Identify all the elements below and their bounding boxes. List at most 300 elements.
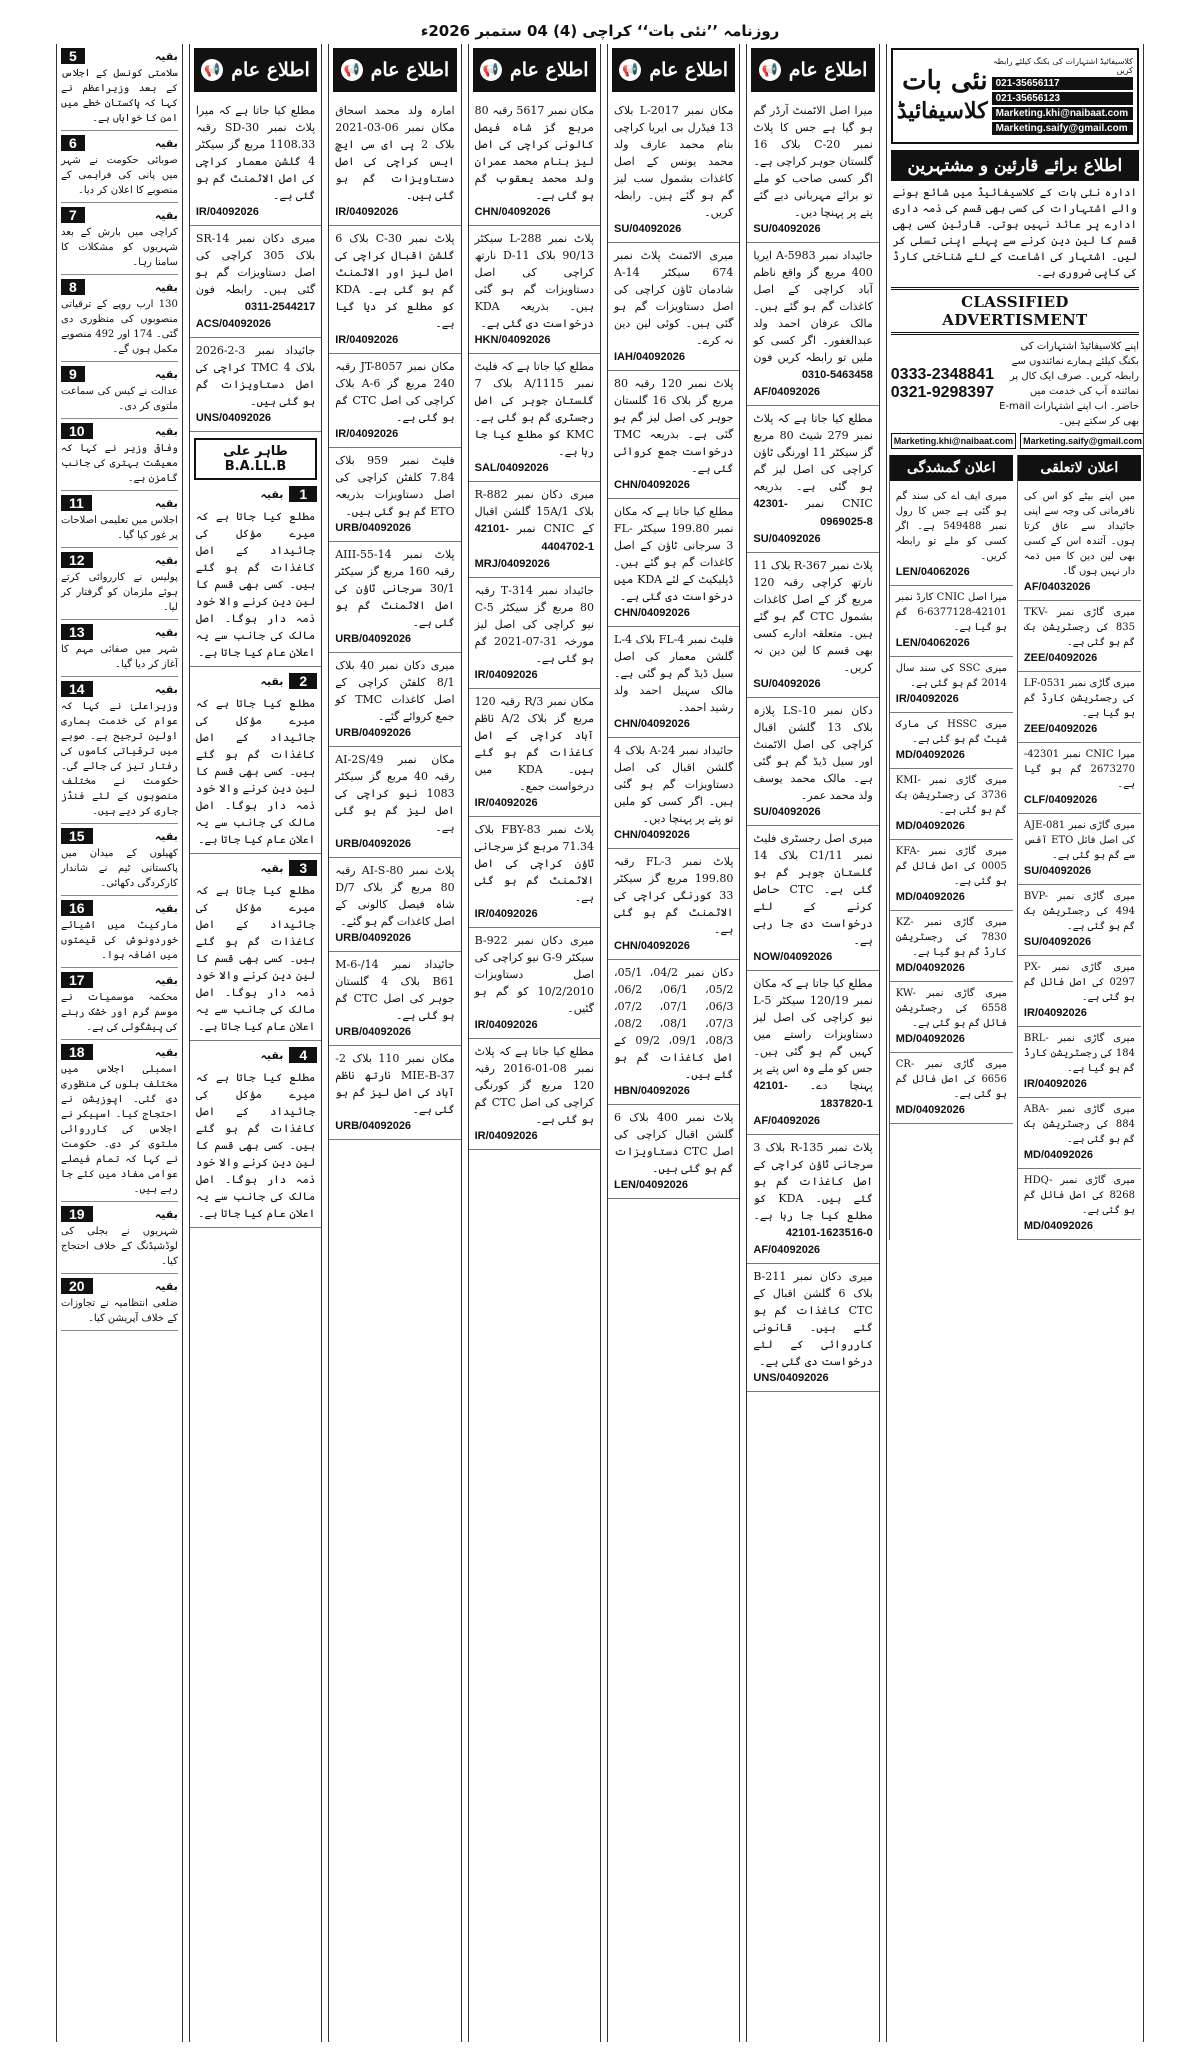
continuation-number: 19 [61, 1206, 93, 1222]
continuation-text: ضلعی انتظامیہ نے تجاوزات کے خلاف آپریشن کیا۔ [61, 1294, 178, 1331]
lawyer-signature: طاہر علی B.A.LL.B [194, 438, 317, 480]
classified-ad [608, 849, 739, 960]
brand-phone-1[interactable]: 021-35656117 [992, 77, 1133, 90]
ad-text [475, 230, 594, 332]
disown-heading: اعلان لاتعلقی [1018, 455, 1141, 481]
continuation-number: 14 [61, 681, 93, 697]
continuation-item [61, 900, 178, 968]
notice-column-3 [468, 44, 601, 2042]
ad-code: AF/04092026 [753, 386, 821, 398]
continuation-header [61, 207, 178, 223]
ad-body-text: جائیداد نمبر 314-T رقبہ 80 مربع گز سیکٹر 5-C نیو کراچی کی اصل لیز مورخہ 31-07-2021 گم ہو گئی ہے۔ [474, 584, 594, 665]
ad-code: SU/04092026 [1023, 936, 1092, 948]
booking-numbers [891, 339, 994, 429]
ad-code: URB/04092026 [335, 522, 412, 534]
classified-ad [1018, 814, 1141, 885]
classified-ad [890, 982, 1013, 1053]
continuation-number: 6 [61, 135, 85, 151]
classified-ad [747, 1264, 878, 1392]
ad-phone[interactable]: 42301-0969025-8 [753, 498, 873, 528]
ad-text [753, 1139, 872, 1242]
classified-ad [1018, 743, 1141, 814]
classified-ad [190, 98, 321, 226]
continuation-item [61, 624, 178, 677]
continuation-header [61, 495, 178, 511]
ad-text [335, 452, 454, 520]
continuation-header [61, 279, 178, 295]
ad-text [753, 1268, 872, 1370]
numbered-block [190, 1047, 321, 1228]
ad-code: IR/04092026 [1023, 1007, 1087, 1019]
ad-code: URB/04092026 [335, 633, 412, 645]
classified-ad [469, 578, 600, 689]
ad-code: IR/04092026 [1023, 1078, 1087, 1090]
continuation-list [57, 48, 182, 1331]
ad-body-text: میں اپنے بیٹے کو اس کی نافرمانی کی وجہ سے اپنی جائیداد سے عاق کرتا ہوں۔ آئندہ اس کے کسی بھی لین دین کا میں ذمہ دار نہیں ہوں گا۔ [1023, 491, 1135, 577]
booking-phones [891, 339, 1139, 429]
ad-code: CHN/04092026 [614, 940, 690, 952]
ad-body-text: پلاٹ نمبر 120 رقبہ 80 مربع گز بلاک 16 گلستان جوہر کی اصل لیز گم ہو گئی ہے۔ بذریعہ TMC درخواست جمع کروائی گئی ہے۔ [614, 377, 734, 475]
ad-text [335, 956, 454, 1024]
ad-body-text: میری گاڑی نمبر KMI-3736 کی رجسٹریشن بک گم ہو گئی ہے۔ [895, 775, 1007, 816]
classified-ad [329, 98, 460, 226]
classified-ad [747, 698, 878, 826]
ad-body-text: دکان نمبر 04/2، 05/1، 05/2، 06/1، 06/2، 06/3، 07/1، 07/2، 07/3، 08/1، 08/2، 08/3، 09/1، 09/2 کے اصل کاغذات گم ہو گئے ہیں۔ [614, 966, 734, 1081]
ad-body-text: مطلع کیا جاتا ہے کہ پلاٹ نمبر 279 شیٹ 80 مربع گز سیکٹر 11 اورنگی ٹاؤن کراچی کی اصل لیز گم ہو گئی ہے۔ بذریعہ CNIC نمبر [753, 412, 873, 510]
classified-ad [747, 971, 878, 1135]
classified-ad [469, 354, 600, 482]
continuation-item [61, 828, 178, 896]
brand-box [891, 48, 1139, 144]
continuation-header [61, 366, 178, 382]
ad-body-text: میری گاڑی نمبر CR-6656 کی اصل فائل گم ہو گئی ہے۔ [895, 1059, 1007, 1100]
ad-code: CHN/04092026 [614, 718, 690, 730]
ad-body-text: پلاٹ نمبر FL-3 رقبہ 199.80 مربع گز سیکٹر 33 کورنگی کراچی کی الاٹمنٹ گم ہو گئی ہے۔ [614, 855, 734, 936]
classified-ad [1018, 1027, 1141, 1098]
ad-code: CHN/04092026 [474, 206, 551, 218]
continuation-header [61, 681, 178, 697]
continuation-text: 130 ارب روپے کے ترقیاتی منصوبوں کی منظوری دی گئی۔ 174 اور 492 منصوبے مکمل ہوں گے۔ [61, 295, 178, 362]
ad-code: LEN/04092026 [614, 1179, 688, 1191]
classified-ad [469, 689, 600, 817]
numbered-text [190, 691, 321, 854]
ad-code: CLF/04092026 [1023, 794, 1098, 806]
continuation-header [61, 900, 178, 916]
ad-code: MD/04092026 [895, 820, 965, 832]
continuation-label: بقیہ [154, 424, 178, 438]
ad-phone[interactable]: 0311-2544217 [244, 301, 316, 313]
numbered-text [190, 878, 321, 1041]
numbered-block [190, 486, 321, 667]
continuation-number: 11 [61, 495, 92, 511]
email-saify[interactable]: Marketing.saify@gmail.com [1020, 433, 1144, 449]
ad-body-text: میرا CNIC نمبر 42301-2673270 گم ہو گیا ہے۔ [1023, 749, 1135, 790]
classified-ad [329, 653, 460, 747]
ad-text [614, 375, 733, 477]
ad-text [475, 932, 594, 1017]
ad-text [753, 247, 872, 384]
ad-phone[interactable]: 0310-5463458 [801, 369, 873, 381]
classified-ad [190, 226, 321, 338]
ad-text [896, 489, 1007, 564]
ad-text [335, 546, 454, 631]
booking-phone-a[interactable]: 0333-2348841 [890, 366, 994, 383]
brand-contacts [992, 57, 1133, 135]
ad-body-text: فلیٹ نمبر 959 بلاک 7.84 کلفٹن کراچی کی اصل دستاویزات بذریعہ ETO گم ہو گئی ہیں۔ [335, 454, 455, 518]
column-header [333, 48, 456, 92]
booking-text: اپنے کلاسیفائیڈ اشتہارات کی بکنگ کیلئے ہمارے نمائندوں سے رابطہ کریں۔ صرف ایک کال پر نمائندہ آپ کی خدمت میں حاضر۔ اب اپنے اشتہارات E-mail بھی کر سکتے ہیں۔ [999, 341, 1139, 427]
continuation-number: 8 [61, 279, 85, 295]
ad-body-text: دکان نمبر LS-10 پلازہ بلاک 13 گلشن اقبال کراچی کی اصل الاٹمنٹ اور سیل ڈیڈ گم ہو گئی ہے۔ مالک محمد یوسف ولد محمد عمر۔ [753, 704, 873, 802]
ad-text [896, 1057, 1007, 1102]
ad-code: HBN/04092026 [614, 1085, 690, 1097]
ad-text [1024, 818, 1135, 863]
ad-body-text: میری SSC کی سند سال 2014 گم ہو گئی ہے۔ [895, 663, 1007, 689]
classified-ad [469, 226, 600, 354]
continuation-text: اجلاس میں تعلیمی اصلاحات پر غور کیا گیا۔ [61, 511, 178, 548]
continuation-number: 7 [61, 207, 85, 223]
continuation-header [61, 552, 178, 568]
ad-code: IR/04092026 [474, 1130, 538, 1142]
continuation-text: مارکیٹ میں اشیائے خوردونوش کی قیمتوں میں اضافہ ہوا۔ [61, 916, 178, 968]
ad-code: MD/04092026 [1023, 1220, 1093, 1232]
ad-body-text: مطلع کیا جاتا ہے کہ پلاٹ نمبر 08-01-2016 رقبہ 120 مربع گز کورنگی کراچی کی اصل CTC گم ہو گئی ہے۔ [474, 1045, 594, 1126]
ad-text [475, 102, 594, 204]
classified-ad [1018, 1098, 1141, 1169]
continuation-item [61, 552, 178, 620]
ad-text [753, 830, 872, 949]
email-khi[interactable]: Marketing.khi@naibaat.com [891, 433, 1016, 449]
classified-ad [890, 769, 1013, 840]
ad-text [475, 821, 594, 906]
ad-body-text: مکان نمبر L-2017 بلاک 13 فیڈرل بی ایریا کراچی بنام محمد عارف ولد محمد یونس کے اصل کاغذات بشمول سب لیز گم ہو گئے ہیں۔ رابطہ کریں۔ [614, 104, 734, 219]
ad-body-text: پلاٹ نمبر AI-S-80 رقبہ 80 مربع گز بلاک D/7 شاہ فیصل کالونی کے اصل کاغذات گم ہو گئے۔ [335, 864, 455, 928]
ad-code: UNS/04092026 [753, 1372, 829, 1384]
ad-text [753, 410, 872, 531]
brand-email-2[interactable]: Marketing.saify@gmail.com [992, 122, 1133, 135]
continuation-text: شہر میں صفائی مہم کا آغاز کر دیا گیا۔ [61, 640, 178, 677]
ad-code: IAH/04092026 [614, 351, 685, 363]
classified-ad [469, 98, 600, 226]
continuation-label: بقیہ [154, 1207, 178, 1221]
continuation-item [61, 207, 178, 275]
ad-body-text: جائیداد نمبر 5983-A ایریا 400 مربع گز واقع ناظم آباد کراچی کے اصل کاغذات گم ہو گئے ہیں۔ مالک عرفان احمد ولد عبدالغفور۔ اگر کسی کو ملیں تو رابطہ کریں فون [753, 249, 873, 364]
ad-body-text: میری ایف اے کی سند گم ہو گئی ہے جس کا رول نمبر 549488 ہے۔ اگر کسی کو ملے تو رابطہ کریں۔ [895, 491, 1007, 562]
ad-code: IR/04092026 [335, 206, 399, 218]
ad-code: URB/04092026 [335, 838, 412, 850]
classified-ad [1018, 485, 1141, 601]
ad-body-text: مطلع کیا جاتا ہے کہ مکان نمبر 120/19 سیکٹر 5-L نیو کراچی کی اصل لیز دستاویزات راستے میں کہیں گم ہو گئی ہیں۔ جس کو ملے وہ اس پتے پر پہنچا دے۔ [753, 977, 873, 1092]
continuation-label: بقیہ [154, 136, 178, 150]
block-label: بقیہ [260, 487, 284, 501]
classified-banner: CLASSIFIED ADVERTISMENT [891, 287, 1139, 335]
ad-text [1024, 747, 1135, 792]
ad-list [469, 98, 600, 1150]
classified-ad [890, 485, 1013, 586]
ad-phone[interactable]: 42101-4404702-1 [474, 523, 594, 553]
ad-body-text: پلاٹ نمبر R-367 بلاک 11 نارتھ کراچی رقبہ 120 مربع گز کے اصل کاغذات بشمول CTC گم ہو گئے ہیں۔ متعلقہ ادارے کسی بھی قسم کا لین دین نہ کریں۔ [753, 559, 873, 674]
ad-text [335, 102, 454, 204]
continuation-item [61, 1278, 178, 1331]
ad-body-text: میری الاٹمنٹ پلاٹ نمبر 674 سیکٹر 14-A شادمان ٹاؤن کراچی کی اصل دستاویزات گم ہو گئی ہیں۔ کوئی لین دین نہ کرے۔ [614, 249, 734, 347]
continuation-label: بقیہ [154, 682, 178, 696]
ad-body-text: مطلع کیا جاتا ہے کہ میرا پلاٹ نمبر SD-30 رقبہ 1108.33 مربع گز سیکٹر 4 گلشن معمار کراچی کی اصل الاٹمنٹ گم ہو گئی ہے۔ [195, 104, 316, 202]
continuation-number: 20 [61, 1278, 93, 1294]
continuation-item [61, 1206, 178, 1274]
continuation-header [61, 423, 178, 439]
ad-text [753, 975, 872, 1113]
classified-ad [890, 840, 1013, 911]
ad-code: MD/04092026 [895, 1104, 965, 1116]
ad-code: CHN/04092026 [614, 479, 690, 491]
ad-text [614, 102, 733, 221]
classified-ad [1018, 956, 1141, 1027]
ad-text [475, 358, 594, 460]
ad-text [335, 657, 454, 725]
continuation-label: بقیہ [154, 496, 178, 510]
ad-body-text: پلاٹ نمبر R-135 بلاک 3 سرجانی ٹاؤن کراچی کے اصل کاغذات گم ہو گئے ہیں۔ KDA کو مطلع کیا جا رہا ہے۔ [753, 1141, 873, 1222]
ad-body-text: جائیداد نمبر 3-2-2026 بلاک 4 TMC کراچی کی اصل دستاویزات گم ہو گئی ہیں۔ [195, 344, 316, 408]
ad-list [329, 98, 460, 1140]
continuation-label: بقیہ [154, 625, 178, 639]
ad-body-text: پلاٹ نمبر FBY-83 بلاک 71.34 مربع گز سرجانی ٹاؤن کراچی کی اصل الاٹمنٹ گم ہو گئی ہے۔ [474, 823, 594, 904]
ad-text [335, 862, 454, 930]
ad-body-text: پلاٹ نمبر AIII-55-14 رقبہ 160 مربع گز سیکٹر 30/1 سرجانی ٹاؤن کی اصل الاٹمنٹ گم ہو گئی ہے۔ [335, 548, 455, 629]
continuation-label: بقیہ [154, 553, 178, 567]
ad-list [608, 98, 739, 1199]
continuation-item [61, 48, 178, 131]
continuation-label: بقیہ [154, 49, 178, 63]
ad-body-text: میری HSSC کی مارک شیٹ گم ہو گئی ہے۔ [895, 719, 1007, 745]
ad-text [896, 844, 1007, 889]
ad-body-text: میری گاڑی نمبر BRL-184 کی رجسٹریشن کارڈ گم ہو گیا ہے۔ [1023, 1033, 1135, 1074]
ad-code: MD/04092026 [895, 1033, 965, 1045]
ad-code: CHN/04092026 [614, 829, 690, 841]
ad-text [614, 631, 733, 716]
classified-ad [329, 542, 460, 653]
ad-body-text: میری دکان نمبر SR-14 بلاک 305 کراچی کی اصل دستاویزات گم ہو گئی ہیں۔ رابطہ فون [195, 232, 316, 296]
continuation-text: شہریوں نے بجلی کی لوڈشیڈنگ کے خلاف احتجاج کیا۔ [61, 1222, 178, 1274]
continuation-header [61, 1206, 178, 1222]
ad-text [1024, 489, 1135, 579]
ad-list [190, 98, 321, 432]
continuation-text: کراچی میں بارش کے بعد شہریوں کو مشکلات کا سامنا رہا۔ [61, 223, 178, 275]
column-header [473, 48, 596, 92]
ad-code: SU/04092026 [753, 223, 821, 235]
continuation-text: اسمبلی اجلاس میں مختلف بلوں کی منظوری دی گئی۔ اپوزیشن نے احتجاج کیا۔ اسپیکر نے اجلاس کی کارروائی ملتوی کر دی۔ حکومت نے کہا کہ تمام فیصلے عوامی مفاد میں کئے جا رہے ہیں۔ [61, 1060, 178, 1202]
classified-ad [890, 1053, 1013, 1124]
ad-code: IR/04092026 [474, 797, 538, 809]
continuation-header [61, 135, 178, 151]
continuation-text: کھیلوں کے میدان میں پاکستانی ٹیم نے شاندار کارکردگی دکھائی۔ [61, 844, 178, 896]
continuation-header [61, 1278, 178, 1294]
ad-body-text: جائیداد نمبر 24-A بلاک 4 گلشن اقبال کی اصل دستاویزات گم ہو گئی ہیں۔ اگر کسی کو ملیں تو پتے پر پہنچا دیں۔ [614, 744, 734, 825]
column-header-title: اطلاع عام [649, 59, 728, 81]
ad-code: MD/04092026 [895, 749, 965, 761]
classified-ad [747, 1135, 878, 1264]
ad-text [1024, 1102, 1135, 1147]
ad-body-text: میری گاڑی نمبر AJE-081 کی اصل فائل ETO آفس سے گم ہو گئی ہے۔ [1023, 820, 1135, 861]
continuation-label: بقیہ [154, 901, 178, 915]
continuation-text: وفاقی وزیر نے کہا کہ معیشت بہتری کی جانب گامزن ہے۔ [61, 439, 178, 491]
continuation-item [61, 135, 178, 203]
continuation-text: صوبائی حکومت نے شہر میں پانی کی فراہمی کے منصوبے کا اعلان کر دیا۔ [61, 151, 178, 203]
ad-code: IR/04092026 [474, 1019, 538, 1031]
column-header-title: اطلاع عام [510, 59, 589, 81]
ad-text [475, 1043, 594, 1128]
ad-phone[interactable]: 42101-1837820-1 [753, 1080, 873, 1110]
classified-ad [469, 482, 600, 578]
ad-text [753, 557, 872, 676]
classified-ad [608, 371, 739, 499]
page-dateline: روزنامہ ’’نئی بات‘‘ کراچی (4) 04 ستمبر 2026ء [420, 22, 780, 40]
ad-body-text: مکان نمبر AI-2S/49 رقبہ 40 مربع گز سیکٹر 1083 نیو کراچی کی اصل لیز گم ہو گئی ہے۔ [335, 753, 455, 834]
ad-text [475, 486, 594, 556]
classified-ad [890, 586, 1013, 657]
continuation-label: بقیہ [154, 1045, 178, 1059]
classified-columns [56, 44, 1144, 2042]
ad-body-text: پلاٹ نمبر L-288 سیکٹر 90/13 بلاک 11-D نارتھ کراچی کی اصل دستاویزات گم ہو گئی ہیں۔ بذریعہ KDA درخواست دی گئی ہے۔ [474, 232, 595, 330]
ad-body-text: مکان نمبر R/3 رقبہ 120 مربع گز بلاک A/2 ناظم آباد کراچی کے اصل کاغذات گم ہو گئے ہیں۔ KDA میں درخواست جمع۔ [474, 695, 595, 793]
numbered-header [194, 673, 317, 689]
numbered-continuations [190, 486, 321, 1228]
column-header [751, 48, 874, 92]
megaphone-icon: 📢 [480, 59, 502, 81]
numbered-body: مطلع کیا جاتا ہے کہ میرے مؤکل کی جائیداد کے اصل کاغذات گم ہو گئے ہیں۔ کسی بھی قسم کا لین دین کرنے والا خود ذمہ دار ہوگا۔ اصل مالک کی جانب سے یہ اعلان عام کیا جاتا ہے۔ [195, 510, 316, 659]
continuation-item [61, 495, 178, 548]
ad-code: AF/04092026 [753, 1244, 821, 1256]
ad-code: ZEE/04092026 [1023, 652, 1098, 664]
classified-ad [329, 448, 460, 542]
numbered-body: مطلع کیا جاتا ہے کہ میرے مؤکل کی جائیداد کے اصل کاغذات گم ہو گئے ہیں۔ کسی بھی قسم کا لین دین کرنے والا خود ذمہ دار ہوگا۔ اصل مالک کی جانب سے یہ اعلان عام کیا جاتا ہے۔ [195, 884, 316, 1033]
ad-code: URB/04092026 [335, 932, 412, 944]
ad-body-text: مکان نمبر 110 بلاک 2-MIE-B-37 نارتھ ناظم آباد کی اصل لیز گم ہو گئی ہے۔ [335, 1052, 455, 1116]
ad-text [896, 915, 1007, 960]
ad-body-text: فلیٹ نمبر FL-4 بلاک L-4 گلشن معمار کی اصل سیل ڈیڈ گم ہو گئی ہے۔ مالک سہیل احمد ولد رشید احمد۔ [614, 633, 734, 714]
classified-ad [747, 406, 878, 553]
classified-ad [329, 952, 460, 1046]
ad-body-text: مکان نمبر 5617 رقبہ 80 مربع گز شاہ فیصل کالونی کراچی کی اصل لیز بنام محمد عمران ولد محمد یعقوب گم ہو گئی ہے۔ [474, 104, 595, 202]
ad-text [896, 986, 1007, 1031]
ad-body-text: پلاٹ نمبر 400 بلاک 6 گلشن اقبال کراچی کی اصل CTC دستاویزات گم ہو گئی ہیں۔ [614, 1111, 734, 1175]
continuation-label: بقیہ [154, 973, 178, 987]
ad-code: HKN/04092026 [474, 334, 551, 346]
ad-code: NOW/04092026 [753, 951, 833, 963]
classified-ad [469, 928, 600, 1039]
ad-code: MD/04092026 [1023, 1149, 1093, 1161]
ad-body-text: میری گاڑی نمبر BVP-494 کی رجسٹریشن بک گم ہو گئی ہے۔ [1023, 891, 1135, 932]
continuation-label: بقیہ [154, 280, 178, 294]
ad-body-text: میری دکان نمبر R-882 بلاک 15A/1 گلشن اقبال کے CNIC نمبر [474, 488, 594, 535]
classified-ad [469, 1039, 600, 1150]
numbered-header [194, 860, 317, 876]
ad-text [753, 702, 872, 804]
classified-ad [747, 553, 878, 698]
continuation-label: بقیہ [154, 829, 178, 843]
continuation-number: 18 [61, 1044, 93, 1060]
classified-ad [747, 98, 878, 243]
ad-body-text: میری اصل رجسٹری فلیٹ نمبر 11/C1 بلاک 14 گلستان جوہر گم ہو گئی ہے۔ CTC حاصل کرنے کے لئے درخواست دی جا رہی ہے۔ [753, 832, 873, 947]
ad-text [614, 742, 733, 827]
continuation-number: 10 [61, 423, 93, 439]
ad-code: LEN/04062026 [895, 566, 970, 578]
ad-text [196, 342, 315, 410]
continuation-number: 9 [61, 366, 85, 382]
continuation-text: محکمہ موسمیات نے موسم گرم اور خشک رہنے کی پیشگوئی کی ہے۔ [61, 988, 178, 1040]
classified-ad [1018, 672, 1141, 743]
megaphone-icon: 📢 [619, 59, 641, 81]
brand-caption: کلاسیفائیڈ اشتہارات کی بکنگ کیلئے رابطہ کریں [992, 57, 1133, 75]
classified-ad [608, 960, 739, 1105]
megaphone-icon: 📢 [341, 59, 363, 81]
block-label: بقیہ [260, 861, 284, 875]
ad-code: SAL/04092026 [474, 462, 549, 474]
ad-code: SU/04092026 [753, 806, 821, 818]
classified-ad [329, 858, 460, 952]
block-number: 1 [289, 486, 317, 502]
continuation-number: 12 [61, 552, 93, 568]
column-header [612, 48, 735, 92]
continuation-number: 15 [61, 828, 93, 844]
classified-ad [329, 747, 460, 858]
ad-code: IR/04092026 [474, 908, 538, 920]
numbered-header [194, 1047, 317, 1063]
block-label: بقیہ [260, 674, 284, 688]
ad-code: SU/04092026 [614, 223, 682, 235]
classified-ad [1018, 1169, 1141, 1240]
booking-phone-b[interactable]: 0321-9298397 [890, 384, 994, 401]
ad-body-text: میرا اصل CNIC کارڈ نمبر 42101-6377128-6 گم ہو گیا ہے۔ [895, 592, 1007, 633]
disown-column [1017, 455, 1141, 1240]
ad-code: AF/04092026 [753, 1115, 821, 1127]
lost-list [890, 485, 1013, 1124]
ad-text [1024, 676, 1135, 721]
continuation-item [61, 279, 178, 362]
continuation-item [61, 1044, 178, 1202]
brand-email-1[interactable]: Marketing.khi@naibaat.com [992, 107, 1133, 120]
ad-text [335, 751, 454, 836]
continuation-number: 17 [61, 972, 93, 988]
classified-ad [890, 657, 1013, 713]
classified-ad [329, 226, 460, 354]
continuation-label: بقیہ [154, 1279, 178, 1293]
ad-text [335, 358, 454, 426]
disown-list [1018, 485, 1141, 1240]
ad-body-text: میری دکان نمبر B-922 سیکٹر G-9 نیو کراچی کی اصل دستاویزات 10/2/2010 کو گم ہو گئیں۔ [474, 934, 594, 1015]
ad-phone[interactable]: 42101-1623516-0 [785, 1227, 873, 1239]
classified-ad [608, 499, 739, 627]
block-number: 3 [289, 860, 317, 876]
notice-column-4 [328, 44, 461, 2042]
continuation-label: بقیہ [154, 367, 178, 381]
ad-body-text: میری گاڑی نمبر HDQ-8268 کی اصل فائل گم ہو گئی ہے۔ [1023, 1175, 1135, 1216]
email-row [891, 433, 1142, 449]
brand-phone-2[interactable]: 021-35656123 [992, 92, 1133, 105]
ad-code: IR/04092026 [195, 206, 259, 218]
ad-list [747, 98, 878, 1392]
megaphone-icon: 📢 [201, 59, 223, 81]
ad-code: URB/04092026 [335, 1026, 412, 1038]
ad-text [614, 247, 733, 349]
ad-text [1024, 960, 1135, 1005]
ad-text [1024, 1173, 1135, 1218]
column-header [194, 48, 317, 92]
ad-body-text: میری گاڑی نمبر TKV-835 کی رجسٹریشن بک گم ہو گئی ہے۔ [1023, 607, 1135, 648]
numbered-text [190, 504, 321, 667]
continuation-column [56, 44, 183, 2042]
numbered-header [194, 486, 317, 502]
ad-code: CHN/04092026 [614, 607, 690, 619]
